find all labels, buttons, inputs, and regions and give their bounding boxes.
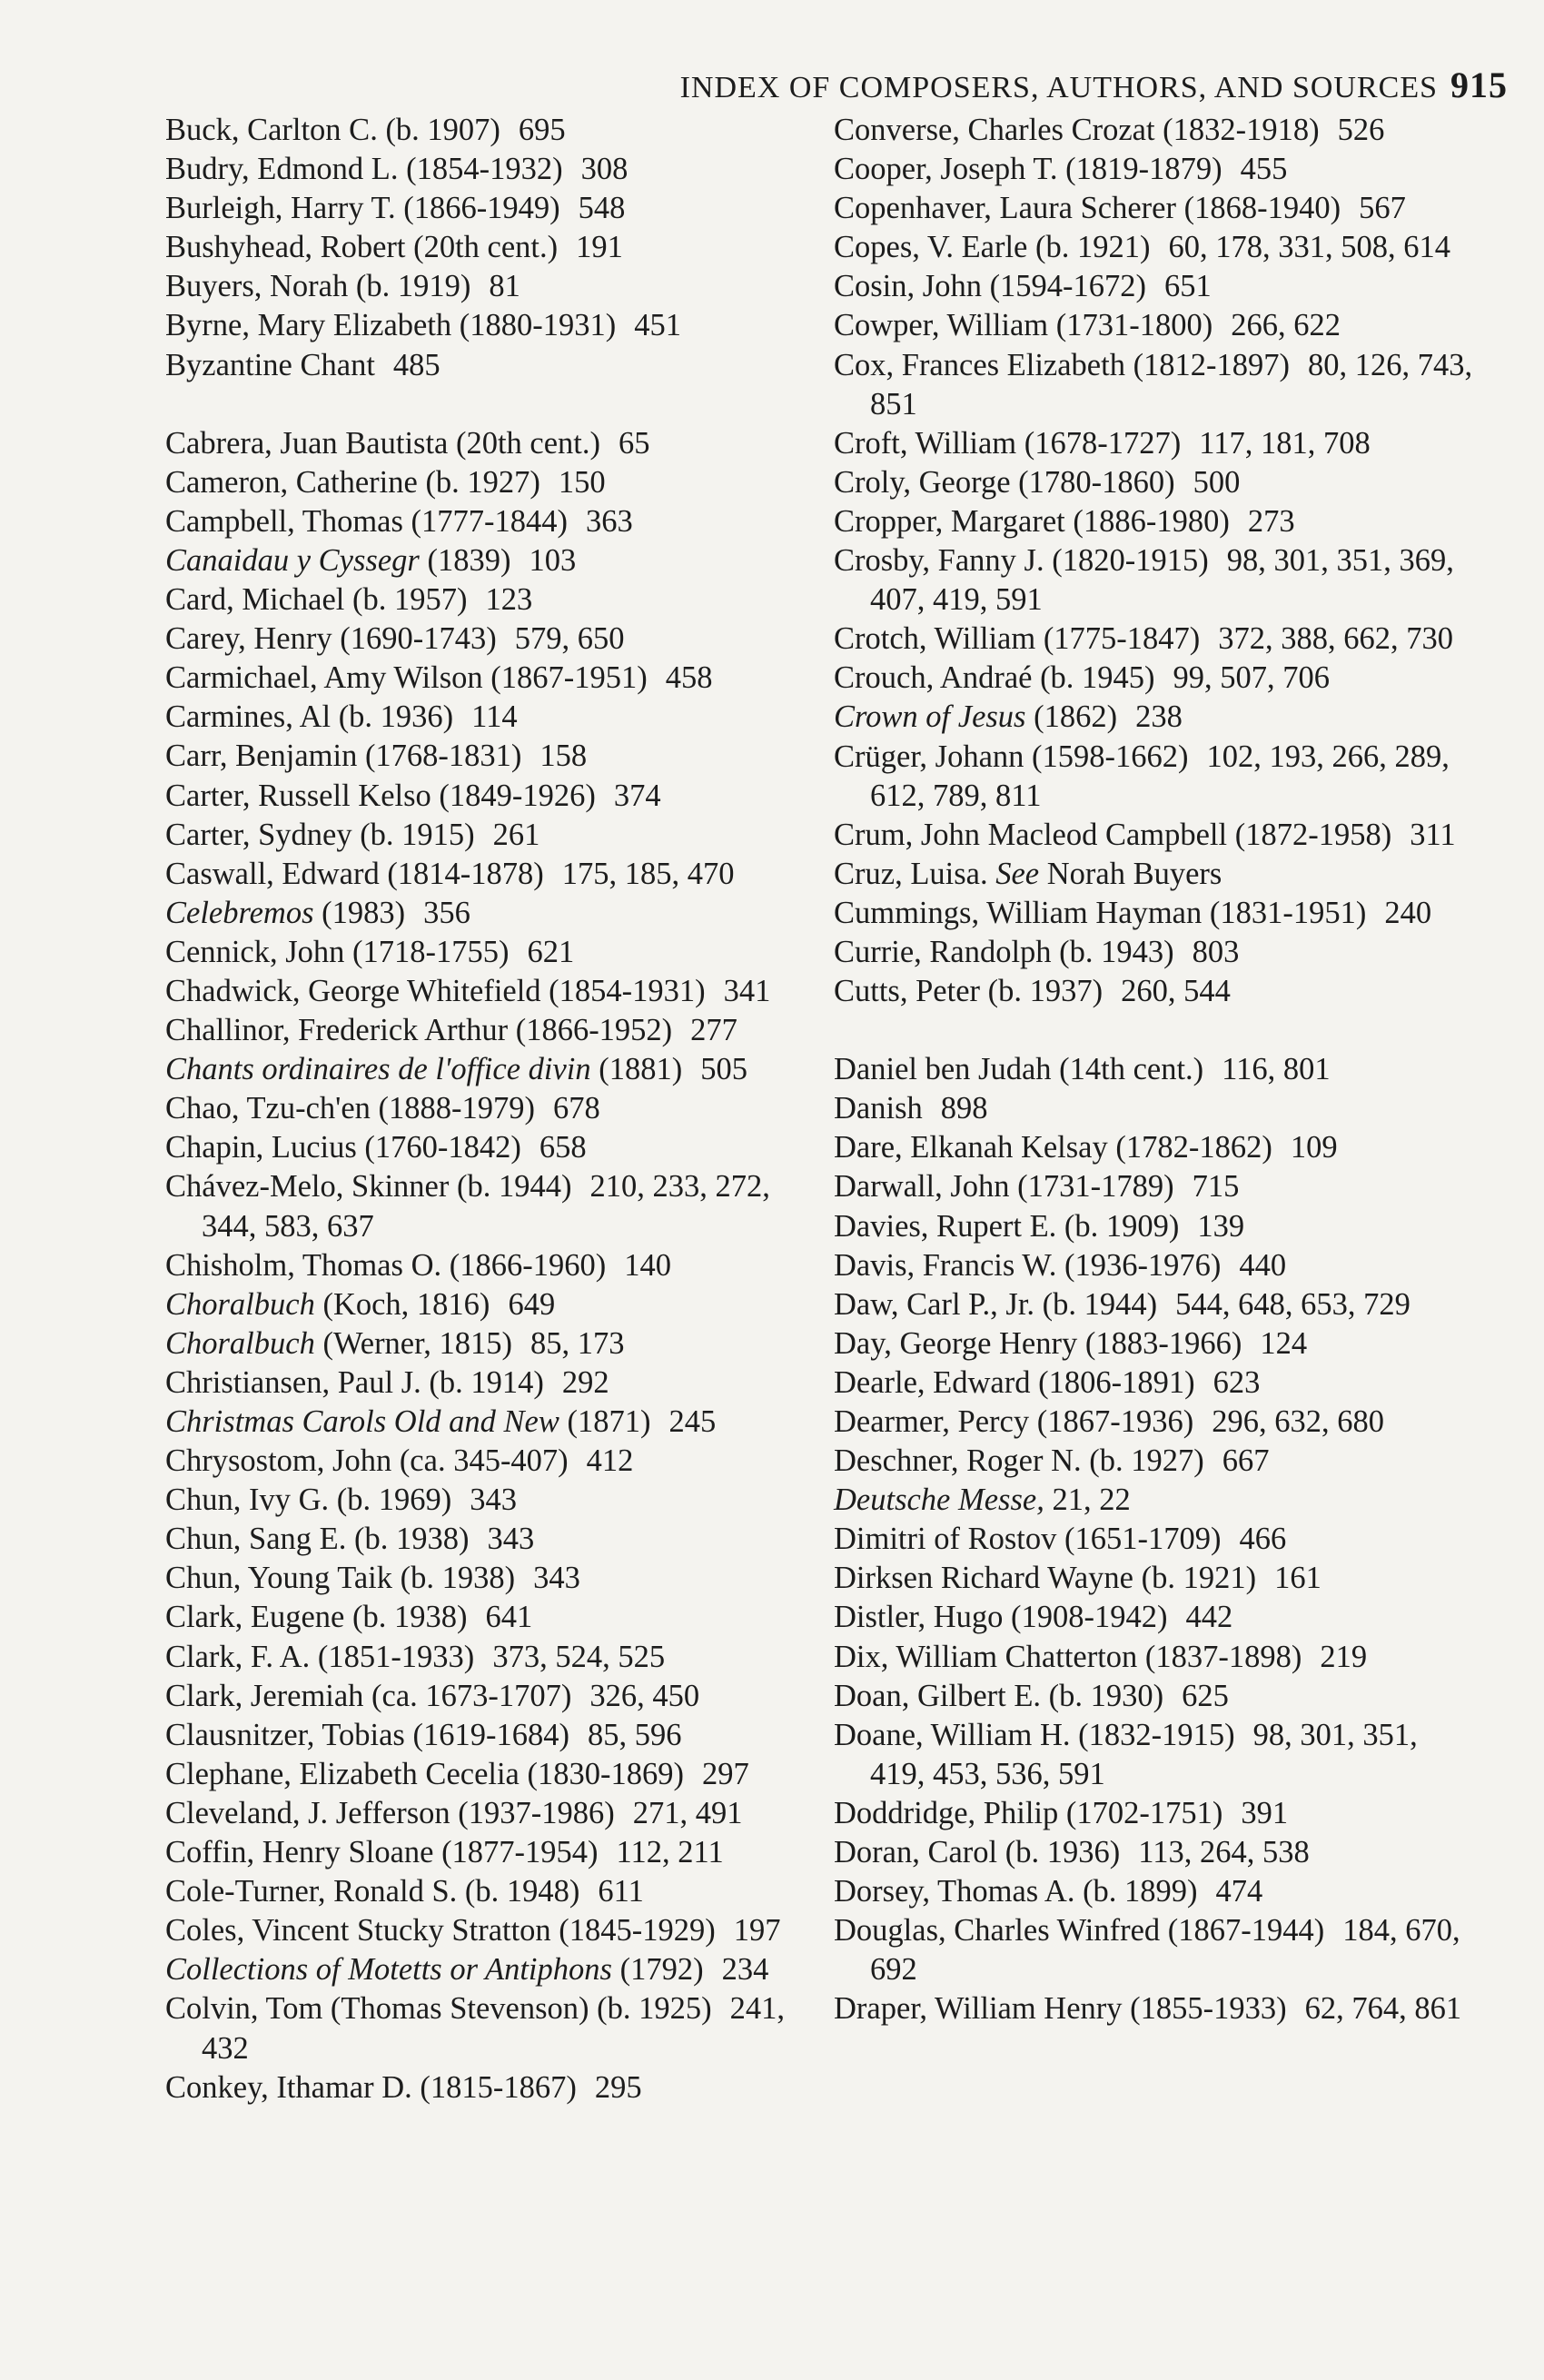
entry-pages: 611: [598, 1874, 644, 1909]
entry-name: Deschner, Roger N. (b. 1927): [834, 1443, 1204, 1479]
entry-pages: 341: [723, 973, 771, 1008]
index-entry: [165, 346, 801, 385]
entry-name: Chisholm, Thomas O. (1866-1960): [165, 1247, 607, 1283]
index-entry: [834, 1716, 1474, 1794]
index-entry: [165, 894, 801, 933]
entry-name: Doddridge, Philip (1702-1751): [834, 1795, 1223, 1830]
index-entry: [834, 1128, 1474, 1167]
entry-name: Clark, Jeremiah (ca. 1673-1707): [165, 1678, 572, 1713]
entry-qualifier: (1881): [590, 1052, 683, 1087]
entry-qualifier: (1839): [419, 542, 511, 578]
entry-name: Crotch, William (1775-1847): [834, 621, 1201, 657]
entry-pages: 161: [1274, 1561, 1321, 1596]
index-entry: [834, 1794, 1474, 1833]
entry-name: Cutts, Peter (b. 1937): [834, 974, 1104, 1009]
entry-name: Carter, Sydney (b. 1915): [165, 817, 475, 852]
entry-qualifier: (Werner, 1815): [314, 1325, 512, 1361]
entry-pages: 803: [1192, 934, 1240, 969]
entry-pages: 623: [1212, 1364, 1261, 1400]
section-gap: [834, 1011, 1474, 1050]
entry-name: Caswall, Edward (1814-1878): [165, 856, 544, 891]
entry-pages: 715: [1192, 1169, 1240, 1205]
entry-name: Croly, George (1780-1860): [834, 464, 1175, 500]
entry-name: Dimitri of Rostov (1651-1709): [834, 1522, 1222, 1557]
entry-name: Daniel ben Judah (14th cent.): [834, 1052, 1204, 1087]
entry-name: Dearle, Edward (1806-1891): [834, 1364, 1195, 1400]
index-entry: [165, 1481, 801, 1520]
entry-pages: 191: [576, 230, 623, 265]
entry-pages: 485: [392, 347, 440, 382]
entry-name: Converse, Charles Crozat (1832-1918): [834, 113, 1320, 147]
index-entry: [834, 1285, 1474, 1324]
entry-name: Cowper, William (1731-1800): [834, 308, 1213, 343]
left-index-column: [165, 111, 801, 2107]
entry-name: Choralbuch: [165, 1325, 315, 1361]
index-entry: [834, 894, 1474, 933]
index-entry: [834, 620, 1474, 659]
index-entry: [165, 816, 801, 855]
entry-pages: 526: [1337, 113, 1385, 147]
entry-pages: 123: [485, 582, 533, 618]
page-number: 915: [1450, 64, 1508, 105]
entry-pages: 326, 450: [589, 1678, 700, 1713]
index-entry: [165, 1403, 801, 1442]
entry-pages: 150: [558, 464, 606, 500]
entry-pages: 62, 764, 861: [1304, 1991, 1462, 2027]
entry-qualifier: (1983): [313, 895, 406, 930]
entry-pages: 98, 301, 351, 369, 407, 419, 591: [870, 543, 1454, 618]
entry-pages: 458: [665, 660, 713, 696]
entry-pages: 260, 544: [1121, 974, 1231, 1009]
entry-pages: 505: [700, 1052, 747, 1087]
index-entry: [165, 1950, 801, 1989]
index-entry: [834, 659, 1474, 698]
entry-name: Distler, Hugo (1908-1942): [834, 1600, 1168, 1635]
entry-pages: 116, 801: [1222, 1052, 1331, 1087]
index-entry: [165, 1794, 801, 1833]
entry-qualifier: 21, 22: [1044, 1483, 1131, 1518]
entry-name: Cropper, Margaret (1886-1980): [834, 503, 1230, 539]
entry-name: Colvin, Tom (Thomas Stevenson) (b. 1925): [165, 1991, 712, 2027]
entry-pages: 451: [634, 308, 682, 343]
entry-pages: 271, 491: [632, 1795, 743, 1830]
entry-pages: 695: [518, 113, 566, 147]
entry-name: Cameron, Catherine (b. 1927): [165, 464, 540, 500]
entry-name: Coles, Vincent Stucky Stratton (1845-1929): [165, 1913, 716, 1949]
index-entry: [165, 1364, 801, 1403]
entry-name: Crum, John Macleod Campbell (1872-1958): [834, 817, 1392, 852]
entry-name: Bushyhead, Robert (20th cent.): [165, 230, 559, 265]
entry-name: Canaidau y Cyssegr: [165, 542, 420, 578]
entry-name: Cennick, John (1718-1755): [165, 934, 510, 969]
entry-pages: 175, 185, 470: [561, 856, 735, 891]
index-entry: [165, 1520, 801, 1559]
entry-pages: 98, 301, 351, 419, 453, 536, 591: [870, 1717, 1418, 1791]
entry-name: Cabrera, Juan Bautista (20th cent.): [165, 425, 601, 461]
index-entry: [165, 1911, 801, 1950]
entry-pages: 474: [1215, 1874, 1263, 1909]
index-entry: [834, 1911, 1474, 1989]
entry-name: Celebremos: [165, 895, 314, 930]
entry-pages: 114: [471, 699, 518, 735]
entry-name: Byrne, Mary Elizabeth (1880-1931): [165, 308, 617, 343]
index-entry: [834, 1638, 1474, 1677]
entry-name: Byzantine Chant: [165, 347, 375, 382]
entry-name: Burleigh, Harry T. (1866-1949): [165, 191, 560, 226]
entry-name: Dorsey, Thomas A. (b. 1899): [834, 1874, 1198, 1909]
entry-name: Copes, V. Earle (b. 1921): [834, 230, 1151, 265]
index-entry: [834, 111, 1474, 150]
index-entry: [165, 1442, 801, 1481]
entry-pages: 139: [1197, 1208, 1245, 1244]
entry-pages: 124: [1260, 1325, 1308, 1361]
entry-name: Cosin, John (1594-1672): [834, 269, 1147, 304]
entry-name: Clark, F. A. (1851-1933): [165, 1639, 475, 1674]
index-entry: [834, 698, 1474, 737]
index-entry: [165, 1050, 801, 1089]
entry-pages: 440: [1239, 1247, 1287, 1283]
entry-pages: 295: [594, 2069, 642, 2105]
entry-name: Carr, Benjamin (1768-1831): [165, 739, 522, 774]
entry-name: Budry, Edmond L. (1854-1932): [165, 152, 563, 187]
index-entry: [165, 1167, 801, 1245]
entry-name: Buyers, Norah (b. 1919): [165, 269, 471, 304]
entry-name: Dare, Elkanah Kelsay (1782-1862): [834, 1130, 1272, 1165]
entry-name: Clephane, Elizabeth Cecelia (1830-1869): [165, 1756, 684, 1791]
index-entry: [165, 855, 801, 894]
entry-pages: 240: [1384, 895, 1432, 930]
entry-pages: 103: [529, 542, 577, 578]
entry-name: Copenhaver, Laura Scherer (1868-1940): [834, 191, 1341, 226]
entry-name: Conkey, Ithamar D. (1815-1867): [165, 2069, 577, 2105]
index-entry: [834, 306, 1474, 345]
entry-pages: 140: [624, 1247, 671, 1283]
index-entry: [165, 1128, 801, 1167]
entry-qualifier: (1871): [559, 1404, 651, 1439]
entry-name: Campbell, Thomas (1777-1844): [165, 503, 569, 539]
index-entry: [165, 737, 801, 776]
index-entry: [165, 463, 801, 502]
entry-pages: 85, 173: [530, 1325, 625, 1361]
index-entry: [165, 228, 801, 267]
entry-pages: 277: [690, 1013, 737, 1048]
entry-name: Challinor, Frederick Arthur (1866-1952): [165, 1013, 673, 1048]
entry-name: Draper, William Henry (1855-1933): [834, 1991, 1287, 2027]
index-entry: [165, 150, 801, 189]
entry-pages: 234: [721, 1952, 769, 1988]
entry-name: Danish: [834, 1091, 923, 1126]
index-entry: [165, 1716, 801, 1755]
entry-pages: 625: [1182, 1678, 1229, 1713]
entry-name: Collections of Motetts or Antiphons: [165, 1952, 612, 1988]
entry-name: Coffin, Henry Sloane (1877-1954): [165, 1835, 599, 1870]
entry-name: Chávez-Melo, Skinner (b. 1944): [165, 1169, 572, 1205]
entry-pages: 85, 596: [587, 1717, 682, 1752]
entry-pages: 65: [619, 425, 650, 461]
entry-name: Davis, Francis W. (1936-1976): [834, 1247, 1222, 1283]
index-entry: [834, 228, 1474, 267]
entry-name: Card, Michael (b. 1957): [165, 582, 468, 618]
index-entry: [165, 111, 801, 150]
index-entry: [165, 189, 801, 228]
entry-pages: 245: [668, 1404, 717, 1439]
entry-name: Chrysostom, John (ca. 345-407): [165, 1443, 569, 1479]
entry-pages: 343: [487, 1522, 535, 1557]
entry-pages: 158: [539, 739, 588, 774]
see-reference: See: [995, 856, 1040, 891]
entry-pages: 466: [1239, 1522, 1287, 1557]
index-entry: [165, 1989, 801, 2068]
index-entry: [834, 1403, 1474, 1442]
entry-qualifier: (Koch, 1816): [314, 1286, 490, 1322]
index-entry: [834, 855, 1474, 894]
entry-qualifier: (1792): [611, 1952, 704, 1988]
entry-name: Crüger, Johann (1598-1662): [834, 739, 1189, 774]
entry-pages: 238: [1135, 699, 1183, 735]
entry-pages: 579, 650: [514, 621, 625, 657]
entry-pages: 442: [1185, 1600, 1233, 1635]
entry-pages: 373, 524, 525: [492, 1639, 666, 1674]
index-entry: [165, 1246, 801, 1285]
index-entry: [165, 267, 801, 306]
entry-pages: 273: [1247, 503, 1295, 539]
entry-name: Cruz, Luisa.: [834, 856, 988, 891]
entry-name: Clausnitzer, Tobias (1619-1684): [165, 1717, 569, 1752]
entry-name: Doane, William H. (1832-1915): [834, 1717, 1235, 1752]
entry-pages: 297: [701, 1756, 749, 1791]
entry-pages: 261: [492, 817, 540, 852]
entry-pages: 374: [613, 778, 661, 813]
index-entry: [834, 1677, 1474, 1716]
entry-name: Dix, William Chatterton (1837-1898): [834, 1639, 1302, 1674]
index-entry: [834, 1324, 1474, 1364]
entry-name: Chun, Ivy G. (b. 1969): [165, 1483, 452, 1518]
entry-pages: 80, 126, 743, 851: [870, 347, 1473, 421]
entry-pages: 266, 622: [1231, 308, 1341, 343]
index-entry: [834, 424, 1474, 463]
entry-name: Daw, Carl P., Jr. (b. 1944): [834, 1286, 1158, 1322]
index-entry: [834, 502, 1474, 541]
entry-pages: 544, 648, 653, 729: [1175, 1286, 1410, 1322]
entry-pages: 678: [553, 1091, 600, 1126]
entry-name: Cox, Frances Elizabeth (1812-1897): [834, 347, 1291, 382]
entry-name: Chao, Tzu-ch'en (1888-1979): [165, 1091, 536, 1126]
entry-name: Doran, Carol (b. 1936): [834, 1835, 1121, 1870]
entry-pages: 210, 233, 272, 344, 583, 637: [202, 1169, 770, 1244]
index-entry: [165, 659, 801, 698]
entry-pages: 455: [1240, 152, 1288, 187]
entry-name: Douglas, Charles Winfred (1867-1944): [834, 1913, 1325, 1949]
entry-pages: 343: [533, 1561, 580, 1596]
entry-pages: 99, 507, 706: [1173, 660, 1331, 696]
entry-pages: 112, 211: [616, 1835, 724, 1870]
entry-name: Chapin, Lucius (1760-1842): [165, 1130, 521, 1165]
entry-pages: 60, 178, 331, 508, 614: [1168, 230, 1450, 265]
entry-name: Dirksen Richard Wayne (b. 1921): [834, 1561, 1257, 1596]
entry-name: Cleveland, J. Jefferson (1937-1986): [165, 1795, 615, 1830]
entry-name: Chun, Sang E. (b. 1938): [165, 1522, 470, 1557]
entry-pages: 898: [940, 1091, 988, 1126]
entry-pages: 391: [1241, 1795, 1289, 1830]
entry-name: Christiansen, Paul J. (b. 1914): [165, 1364, 544, 1400]
section-gap: [165, 385, 801, 424]
entry-pages: 117, 181, 708: [1199, 425, 1371, 461]
entry-pages: 311: [1410, 817, 1456, 852]
entry-pages: 412: [586, 1443, 634, 1479]
index-entry: [834, 738, 1474, 816]
entry-qualifier: (1862): [1025, 699, 1118, 735]
entry-name: Carmines, Al (b. 1936): [165, 699, 454, 735]
index-entry: [165, 1598, 801, 1637]
entry-pages: 548: [578, 191, 626, 226]
entry-name: Buck, Carlton C. (b. 1907): [165, 113, 500, 147]
entry-pages: 102, 193, 266, 289, 612, 789, 811: [870, 739, 1450, 813]
index-entry: [834, 816, 1474, 855]
index-entry: [834, 1207, 1474, 1246]
entry-pages: 292: [561, 1364, 609, 1400]
entry-pages: 296, 632, 680: [1212, 1404, 1384, 1439]
index-entry: [165, 2068, 801, 2107]
index-entry: [834, 1598, 1474, 1637]
index-entry: [165, 424, 801, 463]
index-entry: [834, 1872, 1474, 1911]
running-header: [636, 64, 1508, 106]
index-entry: [165, 306, 801, 345]
index-entry: [834, 933, 1474, 972]
index-entry: [165, 972, 801, 1011]
entry-pages: 649: [508, 1286, 556, 1322]
index-entry: [834, 189, 1474, 228]
index-entry: [165, 620, 801, 659]
entry-pages: 356: [423, 895, 470, 930]
entry-pages: 363: [586, 503, 633, 539]
entry-pages: 308: [580, 152, 628, 187]
index-entry: [165, 1089, 801, 1128]
index-entry: [165, 1833, 801, 1872]
index-entry: [165, 777, 801, 816]
entry-name: Dearmer, Percy (1867-1936): [834, 1404, 1194, 1439]
header-title: INDEX OF COMPOSERS, AUTHORS, AND SOURCES: [679, 71, 1438, 104]
entry-name: Darwall, John (1731-1789): [834, 1169, 1174, 1205]
entry-pages: 81: [489, 269, 520, 304]
entry-name: Carter, Russell Kelso (1849-1926): [165, 778, 596, 813]
entry-pages: 641: [485, 1600, 533, 1635]
entry-name: Doan, Gilbert E. (b. 1930): [834, 1678, 1164, 1713]
index-entry: [165, 1638, 801, 1677]
entry-pages: 667: [1222, 1443, 1270, 1479]
entry-name: Croft, William (1678-1727): [834, 425, 1182, 461]
index-entry: [165, 1285, 801, 1324]
index-entry: [834, 1481, 1474, 1520]
index-entry: [165, 1677, 801, 1716]
entry-pages: 567: [1359, 191, 1406, 226]
entry-name: Davies, Rupert E. (b. 1909): [834, 1208, 1180, 1244]
entry-name: Crouch, Andraé (b. 1945): [834, 660, 1155, 696]
entry-name: Deutsche Messe,: [834, 1483, 1044, 1518]
entry-name: Christmas Carols Old and New: [165, 1404, 559, 1439]
index-entry: [834, 1520, 1474, 1559]
index-entry: [834, 1442, 1474, 1481]
entry-name: Carmichael, Amy Wilson (1867-1951): [165, 660, 648, 696]
entry-name: Cummings, William Hayman (1831-1951): [834, 895, 1367, 930]
entry-name: Chants ordinaires de l'office divin: [165, 1052, 591, 1087]
entry-name: Crosby, Fanny J. (1820-1915): [834, 543, 1209, 579]
entry-name: Clark, Eugene (b. 1938): [165, 1600, 468, 1635]
entry-name: Carey, Henry (1690-1743): [165, 621, 497, 657]
index-entry: [834, 150, 1474, 189]
entry-pages: 621: [527, 934, 575, 969]
entry-pages: 197: [733, 1913, 781, 1949]
entry-pages: 219: [1320, 1639, 1368, 1674]
entry-name: Chun, Young Taik (b. 1938): [165, 1561, 516, 1596]
index-entry: [834, 972, 1474, 1011]
entry-pages: 184, 670, 692: [870, 1913, 1460, 1988]
index-entry: [834, 541, 1474, 620]
index-entry: [165, 1324, 801, 1364]
see-target: Norah Buyers: [1039, 856, 1222, 891]
index-entry: [834, 1559, 1474, 1598]
entry-pages: 241, 432: [202, 1991, 785, 2066]
index-entry: [165, 1755, 801, 1794]
entry-name: Currie, Randolph (b. 1943): [834, 934, 1174, 969]
entry-pages: 113, 264, 538: [1138, 1835, 1310, 1870]
index-entry: [834, 1989, 1474, 2028]
entry-pages: 500: [1193, 464, 1241, 500]
index-entry: [165, 1559, 801, 1598]
entry-name: Chadwick, George Whitefield (1854-1931): [165, 973, 706, 1008]
entry-name: Cooper, Joseph T. (1819-1879): [834, 152, 1222, 187]
index-entry: [834, 1050, 1474, 1089]
index-entry: [165, 541, 801, 580]
entry-pages: 651: [1164, 269, 1212, 304]
entry-name: Crown of Jesus: [834, 699, 1026, 735]
entry-name: Day, George Henry (1883-1966): [834, 1325, 1242, 1361]
index-entry: [834, 1089, 1474, 1128]
index-entry: [165, 1872, 801, 1911]
entry-name: Cole-Turner, Ronald S. (b. 1948): [165, 1874, 580, 1909]
index-entry: [834, 1833, 1474, 1872]
index-entry: [834, 1167, 1474, 1206]
index-entry: [165, 933, 801, 972]
index-entry: [165, 580, 801, 620]
entry-name: Choralbuch: [165, 1286, 315, 1322]
index-entry: [834, 1246, 1474, 1285]
index-entry: [165, 1011, 801, 1050]
index-entry: [165, 502, 801, 541]
entry-pages: 343: [470, 1483, 518, 1518]
entry-pages: 109: [1290, 1130, 1338, 1165]
entry-pages: 372, 388, 662, 730: [1218, 621, 1454, 657]
entry-pages: 658: [539, 1130, 587, 1165]
right-index-column: [834, 111, 1474, 2029]
index-entry: [834, 1364, 1474, 1403]
index-entry: [834, 463, 1474, 502]
index-entry: [165, 698, 801, 737]
index-entry: [834, 267, 1474, 306]
index-entry: [834, 346, 1474, 424]
